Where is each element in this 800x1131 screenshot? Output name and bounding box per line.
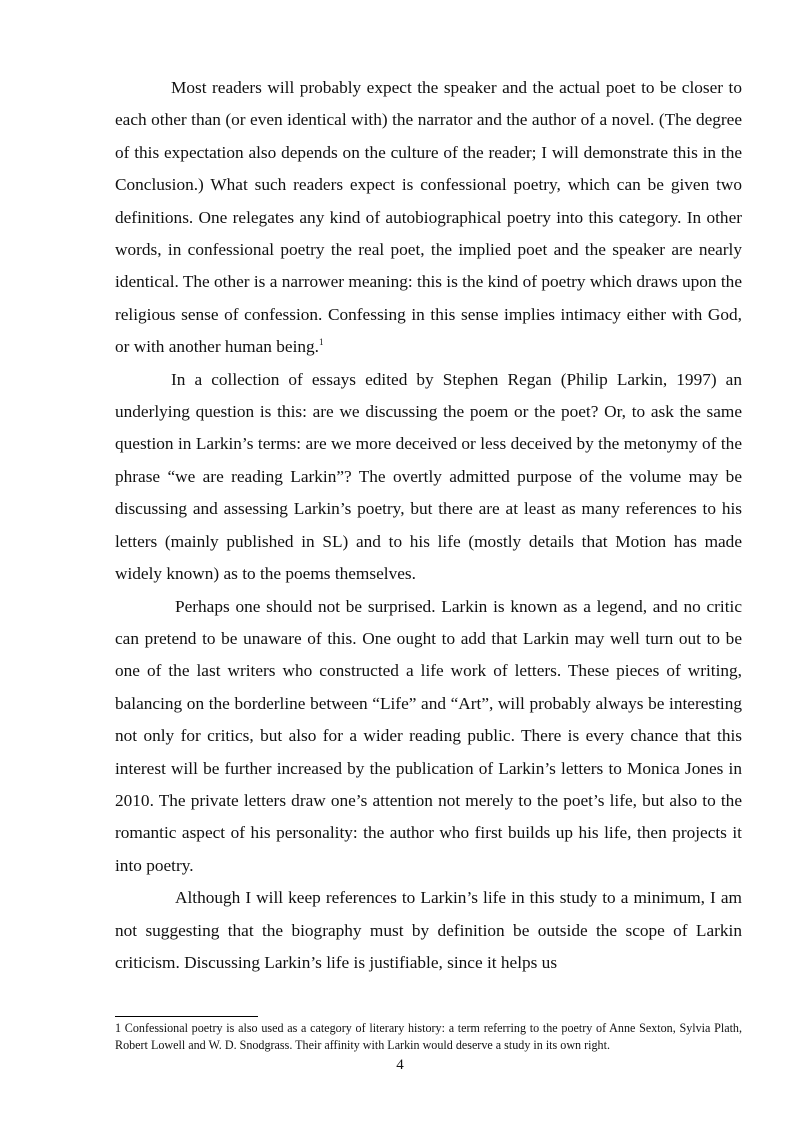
paragraph-1-text: Most readers will probably expect the speaker and the actual poet to be closer to each other than (or even identical with) the narrator and the author of a novel. (The degree of this expectation also depends on the culture of the reader; I will demonstrate this in the Conclusion.) What such readers expect is confessional poetry, which can be given two definitions. One relegates any kind of autobiographical poetry into this category. In other words, in confessional poetry the real poet, the implied poet and the speaker are nearly identical. The other is a narrower meaning: this is the kind of poetry which draws upon the religious sense of confession. Confessing in this sense implies intimacy either with God, or with another human being. (115, 78, 742, 357)
page-number: 4 (396, 1057, 404, 1073)
footnote-reference[interactable]: 1 (318, 337, 324, 348)
footnote: 1 Confessional poetry is also used as a category of literary history: a term referring to the poetry of Anne Sexton, Sylvia Plath, Robert Lowell and W. D. Snodgrass. Their affinity with Larkin would deserve a study in its own right. (115, 1021, 742, 1052)
paragraph-biography-scope: Although I will keep references to Larkin’s life in this study to a minimum, I am not suggesting that the biography must by definition be outside the scope of Larkin criticism. Discussing Larkin’s life is justifiable, since it helps us (115, 888, 742, 972)
footnote-separator (115, 1016, 258, 1017)
paragraph-regan-collection: In a collection of essays edited by Stephen Regan (Philip Larkin, 1997) an underlying question is this: are we discussing the poem or the poet? Or, to ask the same question in Larkin’s terms: are we more deceived or less deceived by the metonymy of the phrase “we are reading Larkin”? The overtly admitted purpose of the volume may be discussing and assessing Larkin’s poetry, but there are at least as many references to his letters (mainly published in SL) and to his life (mostly details that Motion has made widely known) as to the poems themselves. (115, 369, 742, 584)
paragraph-larkin-legend: Perhaps one should not be surprised. Larkin is known as a legend, and no critic can pretend to be unaware of this. One ought to add that Larkin may well turn out to be one of the last writers who constructed a life work of letters. These pieces of writing, balancing on the borderline between “Life” and “Art”, will probably always be interesting not only for critics, but also for a wider reading public. There is every chance that this interest will be further increased by the publication of Larkin’s letters to Monica Jones in 2010. The private letters draw one’s attention not merely to the poet’s life, but also to the romantic aspect of his personality: the author who first builds up his life, then projects it into poetry. (115, 596, 742, 875)
body-text (115, 72, 742, 979)
paragraph-confessional-poetry (115, 72, 742, 364)
